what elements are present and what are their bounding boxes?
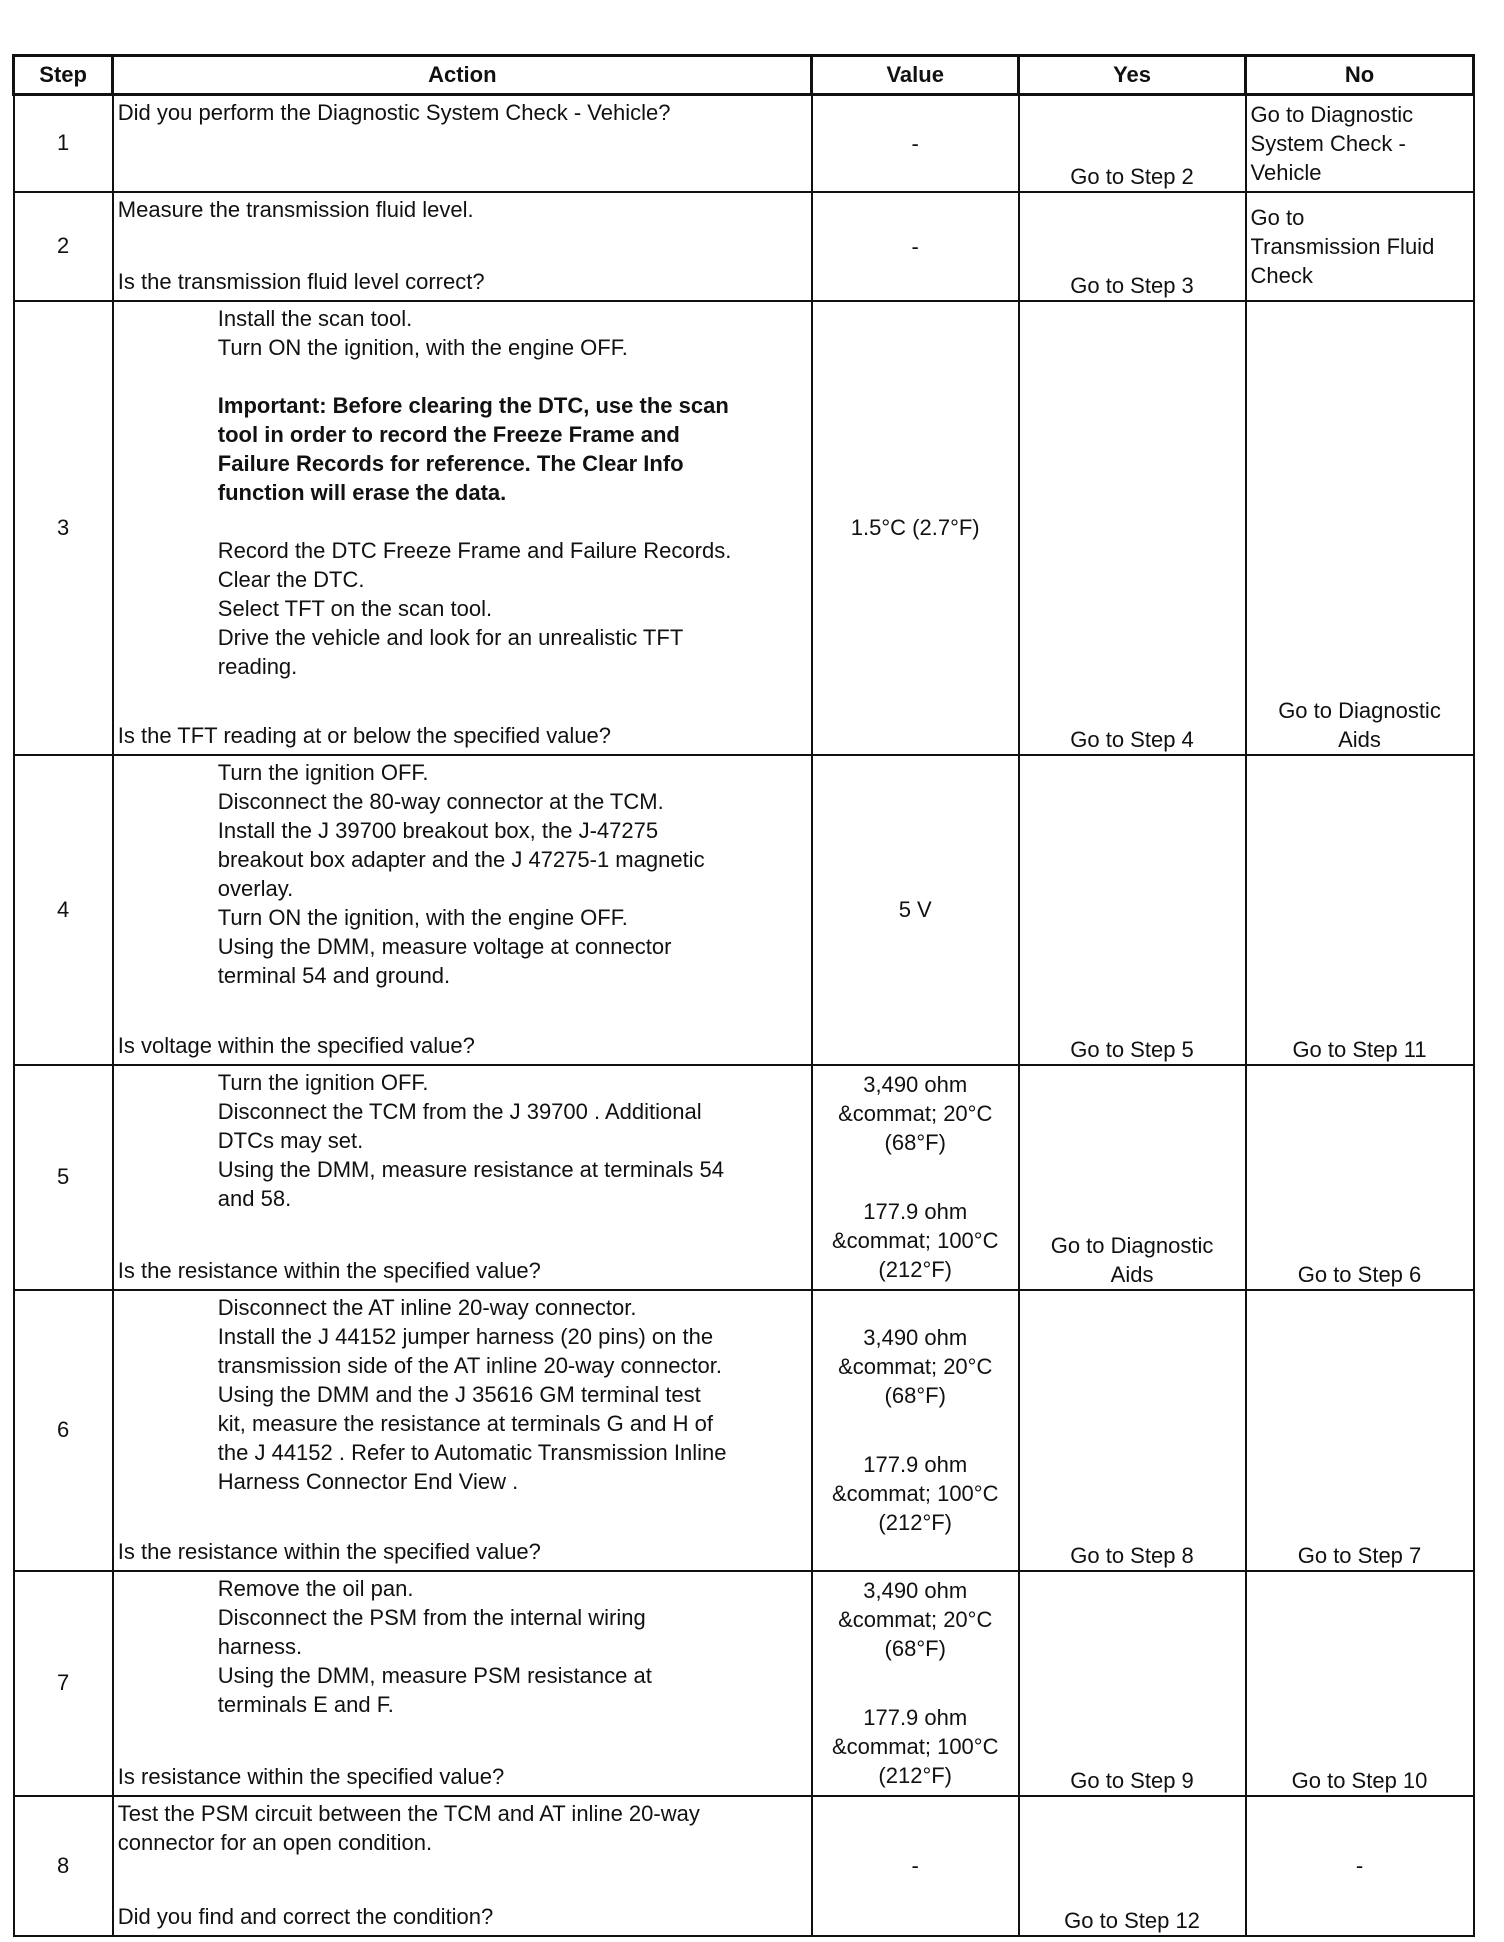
value-line: (212°F): [878, 1510, 953, 1535]
action-line: terminals E and F.: [217, 1691, 394, 1717]
yes-cell: Go to Step 2: [1019, 95, 1246, 192]
action-line: Remove the oil pan.: [217, 1575, 414, 1601]
table-row: [14, 1065, 1474, 1290]
action-line: breakout box adapter and the J 47275-1 magnetic: [217, 846, 705, 872]
header-value: Value: [812, 56, 1019, 95]
action-line: transmission side of the AT inline 20-way connector.: [217, 1352, 723, 1378]
no-line: Vehicle: [1250, 159, 1322, 185]
value-line: (68°F): [884, 1383, 946, 1408]
step-number: 7: [14, 1571, 113, 1796]
step-number: 4: [14, 755, 113, 1065]
yes-line: Aids: [1110, 1261, 1154, 1287]
step-number: 1: [14, 95, 113, 192]
no-cell: -: [1246, 1796, 1474, 1936]
value-cell: -: [812, 1796, 1019, 1936]
value-cell: 5 V: [812, 755, 1019, 1065]
action-line: Using the DMM, measure voltage at connector: [217, 933, 672, 959]
action-cell: [113, 95, 812, 192]
table-row: [14, 95, 1474, 192]
action-question: Is the resistance within the specified value?: [117, 1538, 541, 1564]
value-line: &commat; 100°C: [831, 1734, 999, 1759]
action-line: Test the PSM circuit between the TCM and AT inline 20-way: [117, 1800, 700, 1826]
header-action: Action: [113, 56, 812, 95]
action-line: Select TFT on the scan tool.: [217, 595, 493, 621]
action-line: Using the DMM, measure PSM resistance at: [217, 1662, 652, 1688]
action-line: Install the scan tool.: [217, 305, 413, 331]
action-cell: [113, 1796, 812, 1936]
value-line: 3,490 ohm: [863, 1578, 968, 1603]
yes-cell: Go to Step 12: [1019, 1796, 1246, 1936]
important-note: tool in order to record the Freeze Frame and: [217, 421, 680, 447]
action-line: kit, measure the resistance at terminals G and H of: [217, 1410, 713, 1436]
yes-cell: Go to Step 5: [1019, 755, 1246, 1065]
action-question: Is the TFT reading at or below the specified value?: [117, 722, 612, 748]
action-line: DTCs may set.: [217, 1127, 364, 1153]
value-line: 177.9 ohm: [863, 1452, 968, 1477]
action-line: overlay.: [217, 875, 294, 901]
yes-cell: Go to Step 8: [1019, 1290, 1246, 1571]
header-row: [14, 56, 1474, 95]
table-row: [14, 1796, 1474, 1936]
action-line: Record the DTC Freeze Frame and Failure Records.: [217, 537, 732, 563]
no-cell: [1246, 95, 1474, 192]
value-line: 177.9 ohm: [863, 1199, 968, 1224]
action-line: reading.: [217, 653, 298, 679]
action-line: Disconnect the 80-way connector at the TCM.: [217, 788, 664, 814]
value-cell: -: [812, 95, 1019, 192]
action-cell: [113, 301, 812, 755]
no-line: Go to Diagnostic: [1250, 101, 1414, 127]
value-line: &commat; 100°C: [831, 1481, 999, 1506]
action-line: Disconnect the AT inline 20-way connector.: [217, 1294, 637, 1320]
action-line: Harness Connector End View .: [217, 1468, 519, 1494]
action-line: Disconnect the TCM from the J 39700 . Additional: [217, 1098, 702, 1124]
value-cell: [812, 1290, 1019, 1571]
action-cell: [113, 1065, 812, 1290]
action-question: Is voltage within the specified value?: [117, 1032, 475, 1058]
no-line: Transmission Fluid: [1250, 233, 1435, 259]
value-line: &commat; 100°C: [831, 1228, 999, 1253]
value-line: 177.9 ohm: [863, 1705, 968, 1730]
yes-cell: [1019, 1065, 1246, 1290]
action-line: Turn the ignition OFF.: [217, 759, 429, 785]
step-number: 6: [14, 1290, 113, 1571]
step-number: 5: [14, 1065, 113, 1290]
yes-cell: Go to Step 3: [1019, 192, 1246, 301]
action-line: and 58.: [217, 1185, 292, 1211]
value-line: (68°F): [884, 1130, 946, 1155]
value-line: &commat; 20°C: [838, 1354, 993, 1379]
action-cell: [113, 1571, 812, 1796]
action-question: Did you find and correct the condition?: [117, 1903, 494, 1929]
value-line: (212°F): [878, 1257, 953, 1282]
header-yes: Yes: [1019, 56, 1246, 95]
action-line: Using the DMM and the J 35616 GM terminal test: [217, 1381, 701, 1407]
value-cell: 1.5°C (2.7°F): [812, 301, 1019, 755]
action-line: Clear the DTC.: [217, 566, 365, 592]
value-cell: [812, 1571, 1019, 1796]
value-line: (68°F): [884, 1636, 946, 1661]
header-step: Step: [14, 56, 113, 95]
action-line: connector for an open condition.: [117, 1829, 433, 1855]
action-line: Turn ON the ignition, with the engine OFF.: [217, 334, 628, 360]
action-line: Using the DMM, measure resistance at terminals 54: [217, 1156, 724, 1182]
header-no: No: [1246, 56, 1474, 95]
action-text: Did you perform the Diagnostic System Check - Vehicle?: [117, 100, 671, 125]
value-line: 3,490 ohm: [863, 1072, 968, 1097]
step-number: 8: [14, 1796, 113, 1936]
step-number: 2: [14, 192, 113, 301]
no-cell: Go to Step 7: [1246, 1290, 1474, 1571]
no-cell: Go to Step 11: [1246, 755, 1474, 1065]
important-note: Failure Records for reference. The Clear Info: [217, 450, 684, 476]
yes-cell: Go to Step 4: [1019, 301, 1246, 755]
no-cell: [1246, 192, 1474, 301]
action-line: Install the J 44152 jumper harness (20 pins) on the: [217, 1323, 714, 1349]
value-line: 3,490 ohm: [863, 1325, 968, 1350]
table-row: [14, 301, 1474, 755]
table-row: [14, 192, 1474, 301]
value-line: &commat; 20°C: [838, 1101, 993, 1126]
no-cell: Go to Step 10: [1246, 1571, 1474, 1796]
action-line: Drive the vehicle and look for an unrealistic TFT: [217, 624, 684, 650]
yes-line: Go to Diagnostic: [1050, 1232, 1214, 1258]
action-line: the J 44152 . Refer to Automatic Transmission Inline: [217, 1439, 727, 1465]
action-question: Is the resistance within the specified value?: [117, 1257, 541, 1283]
action-line: Turn ON the ignition, with the engine OFF.: [217, 904, 628, 930]
action-text: Measure the transmission fluid level.: [117, 196, 474, 222]
yes-cell: Go to Step 9: [1019, 1571, 1246, 1796]
table-row: [14, 755, 1474, 1065]
value-line: (212°F): [878, 1763, 953, 1788]
important-note: Important: Before clearing the DTC, use the scan: [217, 392, 729, 418]
no-line: Aids: [1338, 726, 1381, 752]
no-line: Go to: [1250, 204, 1305, 230]
no-cell: Go to Step 6: [1246, 1065, 1474, 1290]
action-cell: [113, 192, 812, 301]
action-line: harness.: [217, 1633, 303, 1659]
no-line: Go to Diagnostic: [1278, 697, 1441, 723]
no-cell: [1246, 301, 1474, 755]
action-cell: [113, 755, 812, 1065]
value-cell: -: [812, 192, 1019, 301]
value-line: &commat; 20°C: [838, 1607, 993, 1632]
action-line: terminal 54 and ground.: [217, 962, 451, 988]
diagnostic-table: [12, 54, 1475, 1937]
table-row: [14, 1290, 1474, 1571]
action-question: Is resistance within the specified value?: [117, 1763, 505, 1789]
table-row: [14, 1571, 1474, 1796]
action-line: Install the J 39700 breakout box, the J-47275: [217, 817, 659, 843]
action-question: Is the transmission fluid level correct?: [117, 268, 485, 294]
no-line: System Check -: [1250, 130, 1406, 156]
step-number: 3: [14, 301, 113, 755]
important-note: function will erase the data.: [217, 479, 507, 505]
action-line: Disconnect the PSM from the internal wiring: [217, 1604, 646, 1630]
value-cell: [812, 1065, 1019, 1290]
action-cell: [113, 1290, 812, 1571]
no-line: Check: [1250, 262, 1313, 288]
action-line: Turn the ignition OFF.: [217, 1069, 429, 1095]
